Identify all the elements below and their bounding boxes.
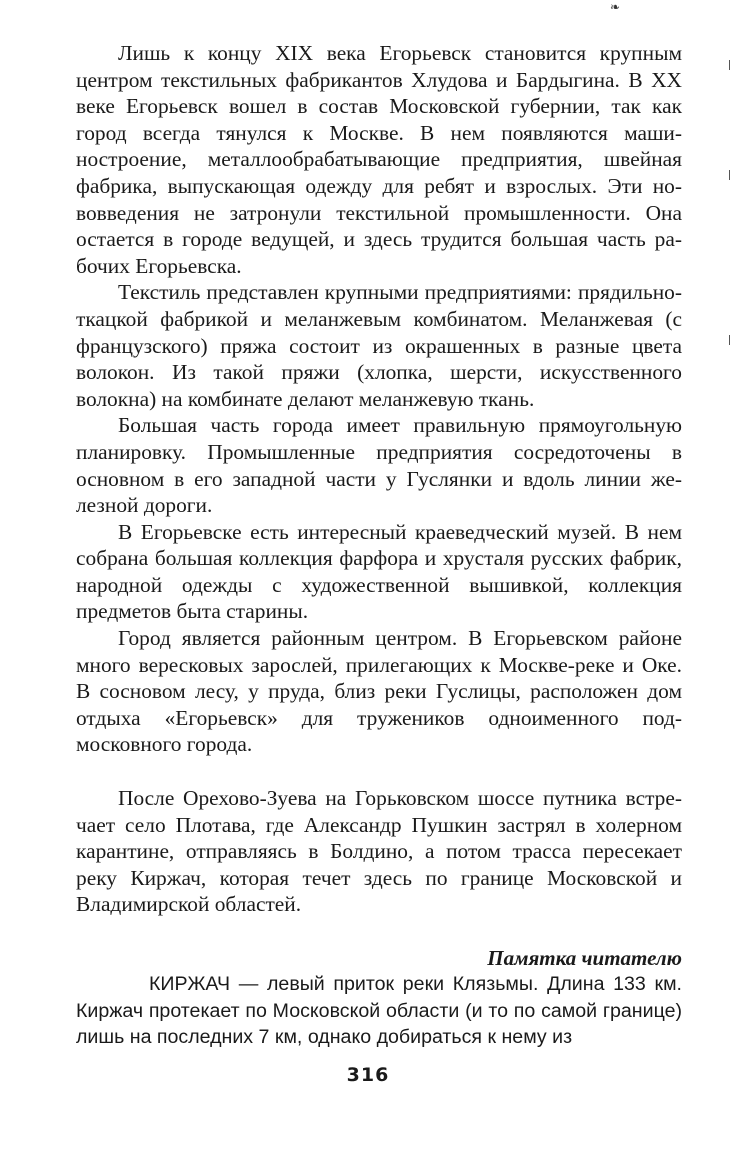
paragraph: В Егорьевске есть интересный краеведческий музей. В нем собрана большая коллекция фарфора и хрусталя русских фабрик, народной одежды с художественной вышивкой, коллекция предметов быта старины.: [76, 519, 682, 624]
memo-title: Памятка читателю: [487, 946, 682, 970]
edge-mark: [729, 60, 730, 70]
page-content: [76, 40, 682, 1051]
paragraph: Город является районным центром. В Егорьевском районе много вересковых зарослей, прилегающих к Москве-реке и Оке. В сосновом лесу, у пруда, близ реки Гуслицы, расположен дом отдыха «Егорьевск» для тружеников одноименного подмосковного города.: [76, 626, 682, 757]
page-number: 316: [346, 1064, 390, 1086]
paragraph: После Орехово-Зуева на Горьковском шоссе путника встречает село Плотава, где Александр Пушкин застрял в холерном карантине, отправляясь в Болдино, а потом трасса пересекает реку Киржач, которая течет здесь по границе Московской и Владимирской областей.: [76, 786, 682, 917]
corner-mark: ❧: [609, 0, 620, 14]
paragraph: Текстиль представлен крупными предприятиями: прядильно-ткацкой фабрикой и меланжевым комбинатом. Меланжевая (с французского) пряжа состоит из окрашенных в разные цвета волокон. Из такой пряжи (хлопка, шерсти, искусственного волокна) на комбинате делают меланжевую ткань.: [76, 280, 682, 411]
edge-mark: [729, 170, 730, 180]
edge-mark: [729, 335, 730, 345]
paragraph: Большая часть города имеет правильную прямоугольную планировку. Промышленные предприятия сосредоточены в основном в его западной части у Гуслянки и вдоль линии железной дороги.: [76, 413, 682, 518]
paragraph: Лишь к концу XIX века Егорьевск становится крупным центром текстильных фабрикантов Хлудова и Бардыгина. В XX веке Егорьевск вошел в состав Московской губернии, так как город всегда тянулся к Москве. В нем появляются машиностроение, металлообрабатывающие предприятия, швейная фабрика, выпускающая одежду для ребят и взрослых. Эти нововведения не затронули текстильной промышленности. Она остается в городе ведущей, и здесь трудится большая часть рабочих Егорьевска.: [76, 41, 682, 278]
section-gap: [76, 918, 682, 945]
section-gap: [76, 758, 682, 785]
memo-text: КИРЖАЧ — левый приток реки Клязьмы. Длина 133 км. Киржач протекает по Московской области (и то по самой границе) лишь на последних 7 км, однако добираться к нему из: [76, 973, 682, 1049]
